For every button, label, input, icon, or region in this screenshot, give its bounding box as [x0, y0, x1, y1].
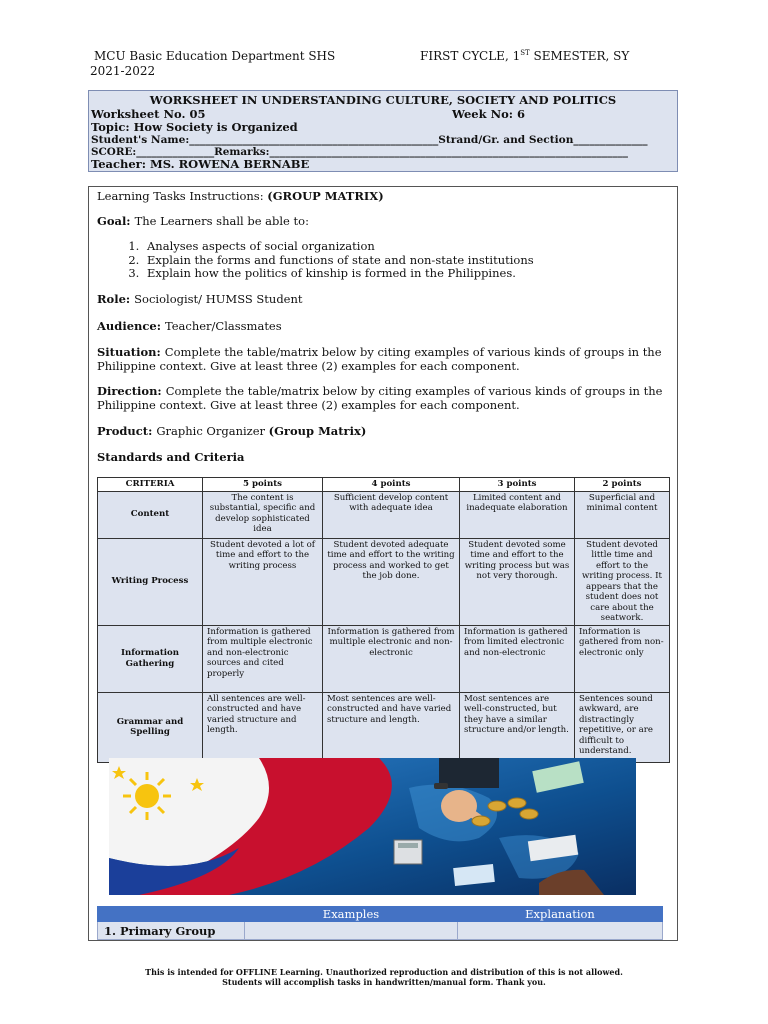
rubric-criteria: Writing Process — [98, 538, 203, 625]
rubric-cell: Most sentences are well-constructed, but they have a similar structure and/or length. — [460, 692, 575, 762]
primary-group-label: 1. Primary Group — [98, 922, 245, 940]
rubric-header: CRITERIA — [98, 478, 203, 492]
rubric-row — [98, 538, 670, 625]
rubric-cell: Information is gathered from non-electronic only — [575, 625, 670, 692]
calculator-icon — [394, 840, 422, 864]
examples-header-row — [98, 907, 663, 922]
standards-heading: Standards and Criteria — [97, 450, 245, 464]
goal-item: 3. Explain how the politics of kinship is formed in the Philippines. — [143, 267, 667, 281]
rubric-criteria: Content — [98, 491, 203, 538]
explanation-input-cell[interactable] — [458, 922, 663, 940]
rubric-header: 5 points — [203, 478, 323, 492]
sun-icon — [123, 772, 171, 820]
footer-notice — [0, 967, 768, 987]
table-row — [98, 922, 663, 940]
rubric-cell: Student devoted adequate time and effort to the writing process and worked to get the job done. — [323, 538, 460, 625]
footer-line: Students will accomplish tasks in handwritten/manual form. Thank you. — [222, 977, 546, 987]
product-line: Product: Graphic Organizer (Group Matrix) — [97, 424, 367, 438]
rubric-row — [98, 692, 670, 762]
worksheet-number: Worksheet No. 05 — [91, 107, 206, 121]
rubric-cell: Sentences sound awkward, are distractingly repetitive, or are difficult to understand. — [575, 692, 670, 762]
semester-label: FIRST CYCLE, 1ST SEMESTER, SY — [420, 49, 630, 63]
school-department: MCU Basic Education Department SHS — [94, 49, 336, 63]
direction-paragraph: Direction: Complete the table/matrix below by citing examples of various kinds of groups in the Philippine context. Give at least three (2) examples for each component. — [97, 384, 663, 412]
goal-item: 1. Analyses aspects of social organization — [143, 240, 667, 254]
rubric-criteria: Information Gathering — [98, 625, 203, 692]
teacher-name: Teacher: MS. ROWENA BERNABE — [91, 157, 310, 171]
examples-header: Explanation — [458, 907, 663, 922]
rubric-header: 2 points — [575, 478, 670, 492]
examples-input-cell[interactable] — [245, 922, 458, 940]
learning-task-box — [88, 186, 678, 941]
rubric-cell: Student devoted little time and effort to the writing process. It appears that the student does not care about the seatwork. — [575, 538, 670, 625]
rubric-row — [98, 625, 670, 692]
worksheet-info-box — [88, 90, 678, 172]
audience-line: Audience: Teacher/Classmates — [97, 319, 282, 333]
situation-paragraph: Situation: Complete the table/matrix below by citing examples of various kinds of groups in the Philippine context. Give at least three (2) examples for each component. — [97, 345, 662, 373]
topic: Topic: How Society is Organized — [91, 120, 298, 134]
rubric-row — [98, 491, 670, 538]
instructions-heading: Learning Tasks Instructions: (GROUP MATRIX) — [97, 189, 384, 203]
philippine-flag-banner-image — [109, 758, 636, 895]
footer-line: This is intended for OFFLINE Learning. Unauthorized reproduction and distribution of this is not allowed. — [145, 967, 623, 977]
rubric-table — [97, 477, 670, 763]
school-year: 2021-2022 — [90, 64, 156, 78]
role-line: Role: Sociologist/ HUMSS Student — [97, 292, 303, 306]
rubric-cell: Student devoted a lot of time and effort to the writing process — [203, 538, 323, 625]
rubric-criteria: Grammar and Spelling — [98, 692, 203, 762]
group-examples-table — [97, 906, 663, 940]
rubric-cell: Information is gathered from multiple electronic and non-electronic — [323, 625, 460, 692]
score-field[interactable]: SCORE:_______________Remarks:_____________________________________________________________________ — [91, 146, 628, 158]
rubric-cell: Most sentences are well-constructed and have varied structure and length. — [323, 692, 460, 762]
examples-header: Examples — [245, 907, 458, 922]
week-number: Week No: 6 — [452, 107, 526, 121]
rubric-cell: Superficial and minimal content — [575, 491, 670, 538]
worksheet-title: WORKSHEET IN UNDERSTANDING CULTURE, SOCIETY AND POLITICS — [149, 93, 617, 107]
rubric-header-row — [98, 478, 670, 492]
rubric-cell: Information is gathered from multiple electronic and non-electronic sources and cited properly — [203, 625, 323, 692]
rubric-cell: Sufficient develop content with adequate idea — [323, 491, 460, 538]
goal-list — [97, 240, 667, 281]
examples-header — [98, 907, 245, 922]
rubric-cell: Limited content and inadequate elaboration — [460, 491, 575, 538]
rubric-header: 3 points — [460, 478, 575, 492]
rubric-cell: All sentences are well-constructed and have varied structure and length. — [203, 692, 323, 762]
rubric-cell: The content is substantial, specific and develop sophisticated idea — [203, 491, 323, 538]
rubric-header: 4 points — [323, 478, 460, 492]
student-name-field[interactable]: Student's Name:_______________________________________________Strand/Gr. and Section______________ — [91, 134, 648, 146]
rubric-cell: Information is gathered from limited electronic and non-electronic — [460, 625, 575, 692]
goal-item: 2. Explain the forms and functions of state and non-state institutions — [143, 254, 667, 268]
rubric-cell: Student devoted some time and effort to the writing process but was not very thorough. — [460, 538, 575, 625]
goal-line: Goal: The Learners shall be able to: — [97, 214, 309, 228]
